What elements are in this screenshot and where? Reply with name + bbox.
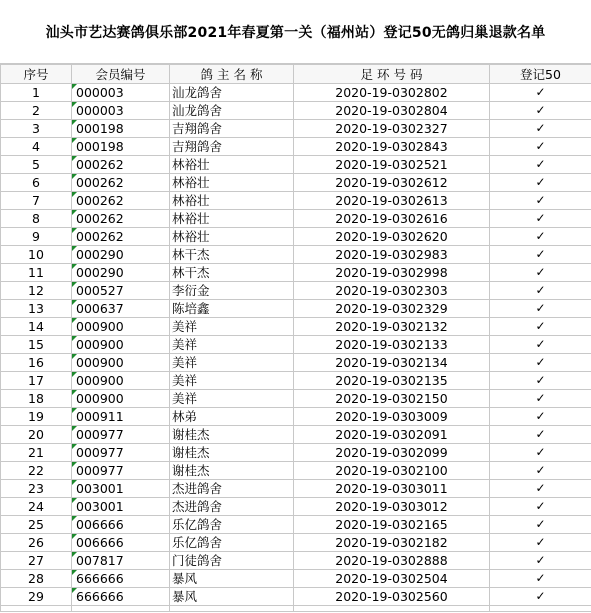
table-row[interactable]	[1, 282, 591, 300]
row-ring-cell[interactable]: 2020-19-0302560	[294, 588, 490, 606]
row-member-id-cell[interactable]: 000977	[72, 444, 170, 462]
row-seq-cell[interactable]: 20	[1, 426, 72, 444]
header-register: 登记50	[490, 65, 591, 84]
row-ring-cell[interactable]: 2020-19-0302099	[294, 444, 490, 462]
row-register-check-cell[interactable]: ✓	[490, 174, 591, 192]
row-ring-cell[interactable]: 2020-19-0302165	[294, 516, 490, 534]
row-ring-cell[interactable]: 2020-19-0302100	[294, 462, 490, 480]
row-seq-cell[interactable]: 19	[1, 408, 72, 426]
row-seq-cell[interactable]: 22	[1, 462, 72, 480]
row-owner-cell[interactable]: 美祥	[170, 390, 294, 408]
row-member-id-cell[interactable]: 000900	[72, 390, 170, 408]
table-row[interactable]	[1, 210, 591, 228]
row-owner-cell[interactable]: 乐亿鸽舍	[170, 516, 294, 534]
row-member-id-cell[interactable]: 000003	[72, 102, 170, 120]
row-member-id-cell[interactable]: 000290	[72, 264, 170, 282]
row-register-check-cell[interactable]: ✓	[490, 318, 591, 336]
row-ring-cell[interactable]: 2020-19-0302132	[294, 318, 490, 336]
table-row[interactable]	[1, 336, 591, 354]
row-owner-cell[interactable]: 林裕壮	[170, 192, 294, 210]
table-row[interactable]	[1, 138, 591, 156]
row-register-check-cell[interactable]: ✓	[490, 336, 591, 354]
row-register-check-cell[interactable]: ✓	[490, 462, 591, 480]
row-owner-cell[interactable]: 林裕壮	[170, 210, 294, 228]
table-row[interactable]	[1, 588, 591, 606]
row-ring-cell[interactable]: 2020-19-0302182	[294, 534, 490, 552]
row-member-id-cell[interactable]: 000900	[72, 354, 170, 372]
row-ring-cell[interactable]: 2020-19-0302133	[294, 336, 490, 354]
row-ring-cell[interactable]: 2020-19-0302843	[294, 138, 490, 156]
row-member-id-cell[interactable]: 003001	[72, 498, 170, 516]
row-register-check-cell[interactable]: ✓	[490, 210, 591, 228]
row-seq-cell[interactable]: 1	[1, 84, 72, 102]
row-register-check-cell[interactable]: ✓	[490, 102, 591, 120]
table-row[interactable]	[1, 408, 591, 426]
row-owner-cell[interactable]: 美祥	[170, 372, 294, 390]
empty-cell	[1, 606, 72, 612]
row-owner-cell[interactable]: 乐亿鸽舍	[170, 534, 294, 552]
row-seq-cell[interactable]: 25	[1, 516, 72, 534]
table-row[interactable]	[1, 84, 591, 102]
row-register-check-cell[interactable]: ✓	[490, 498, 591, 516]
row-ring-cell[interactable]: 2020-19-0302327	[294, 120, 490, 138]
table-row[interactable]	[1, 426, 591, 444]
row-register-check-cell[interactable]: ✓	[490, 408, 591, 426]
row-owner-cell[interactable]: 杰进鸽舍	[170, 498, 294, 516]
row-register-check-cell[interactable]: ✓	[490, 444, 591, 462]
row-member-id-cell[interactable]: 000262	[72, 174, 170, 192]
row-seq-cell[interactable]: 8	[1, 210, 72, 228]
row-register-check-cell[interactable]: ✓	[490, 534, 591, 552]
row-ring-cell[interactable]: 2020-19-0303012	[294, 498, 490, 516]
row-owner-cell[interactable]: 美祥	[170, 336, 294, 354]
row-member-id-cell[interactable]: 000911	[72, 408, 170, 426]
row-ring-cell[interactable]: 2020-19-0302303	[294, 282, 490, 300]
row-member-id-cell[interactable]: 000527	[72, 282, 170, 300]
row-seq-cell[interactable]: 10	[1, 246, 72, 264]
row-owner-cell[interactable]: 美祥	[170, 354, 294, 372]
row-ring-cell[interactable]: 2020-19-0302998	[294, 264, 490, 282]
row-seq-cell[interactable]: 21	[1, 444, 72, 462]
row-member-id-cell[interactable]: 006666	[72, 516, 170, 534]
table-row[interactable]	[1, 120, 591, 138]
table-row[interactable]	[1, 390, 591, 408]
row-owner-cell[interactable]: 吉翔鸽舍	[170, 138, 294, 156]
row-member-id-cell[interactable]: 000900	[72, 372, 170, 390]
row-seq-cell[interactable]: 12	[1, 282, 72, 300]
table-row[interactable]	[1, 516, 591, 534]
row-owner-cell[interactable]: 门徒鸽舍	[170, 552, 294, 570]
row-ring-cell[interactable]: 2020-19-0303009	[294, 408, 490, 426]
table-row[interactable]	[1, 570, 591, 588]
sheet-title: 汕头市艺达赛鸽俱乐部2021年春夏第一关（福州站）登记50无鸽归巢退款名单	[0, 0, 591, 64]
row-seq-cell[interactable]: 18	[1, 390, 72, 408]
row-seq-cell[interactable]: 9	[1, 228, 72, 246]
row-seq-cell[interactable]: 27	[1, 552, 72, 570]
row-seq-cell[interactable]: 6	[1, 174, 72, 192]
row-member-id-cell[interactable]: 000262	[72, 156, 170, 174]
row-member-id-cell[interactable]: 666666	[72, 588, 170, 606]
row-member-id-cell[interactable]: 000977	[72, 462, 170, 480]
table-row[interactable]	[1, 534, 591, 552]
row-owner-cell[interactable]: 谢桂杰	[170, 444, 294, 462]
header-seq: 序号	[1, 65, 72, 84]
row-member-id-cell[interactable]: 000977	[72, 426, 170, 444]
row-owner-cell[interactable]: 林弟	[170, 408, 294, 426]
row-register-check-cell[interactable]: ✓	[490, 390, 591, 408]
row-ring-cell[interactable]: 2020-19-0302612	[294, 174, 490, 192]
row-owner-cell[interactable]: 陈培鑫	[170, 300, 294, 318]
row-member-id-cell[interactable]: 006666	[72, 534, 170, 552]
row-member-id-cell[interactable]: 000198	[72, 138, 170, 156]
row-owner-cell[interactable]: 林裕壮	[170, 174, 294, 192]
row-owner-cell[interactable]: 暴风	[170, 570, 294, 588]
row-member-id-cell[interactable]: 000262	[72, 210, 170, 228]
refund-table	[0, 64, 591, 612]
empty-cell	[490, 606, 591, 612]
row-seq-cell[interactable]: 23	[1, 480, 72, 498]
row-ring-cell[interactable]: 2020-19-0302134	[294, 354, 490, 372]
row-owner-cell[interactable]: 林干杰	[170, 246, 294, 264]
row-member-id-cell[interactable]: 000900	[72, 318, 170, 336]
row-member-id-cell[interactable]: 000262	[72, 228, 170, 246]
row-ring-cell[interactable]: 2020-19-0302888	[294, 552, 490, 570]
row-member-id-cell[interactable]: 007817	[72, 552, 170, 570]
row-owner-cell[interactable]: 谢桂杰	[170, 462, 294, 480]
row-member-id-cell[interactable]: 666666	[72, 570, 170, 588]
table-body	[1, 84, 591, 612]
row-seq-cell[interactable]: 2	[1, 102, 72, 120]
row-register-check-cell[interactable]: ✓	[490, 354, 591, 372]
row-register-check-cell[interactable]: ✓	[490, 516, 591, 534]
row-register-check-cell[interactable]: ✓	[490, 192, 591, 210]
row-seq-cell[interactable]: 15	[1, 336, 72, 354]
header-owner: 鸽 主 名 称	[170, 65, 294, 84]
row-member-id-cell[interactable]: 003001	[72, 480, 170, 498]
row-register-check-cell[interactable]: ✓	[490, 120, 591, 138]
row-register-check-cell[interactable]: ✓	[490, 138, 591, 156]
row-seq-cell[interactable]: 5	[1, 156, 72, 174]
row-seq-cell[interactable]: 4	[1, 138, 72, 156]
header-member-id: 会员编号	[72, 65, 170, 84]
table-row-partial	[1, 606, 591, 612]
row-ring-cell[interactable]: 2020-19-0302616	[294, 210, 490, 228]
row-owner-cell[interactable]: 谢桂杰	[170, 426, 294, 444]
row-seq-cell[interactable]: 14	[1, 318, 72, 336]
row-ring-cell[interactable]: 2020-19-0302802	[294, 84, 490, 102]
row-seq-cell[interactable]: 16	[1, 354, 72, 372]
table-row[interactable]	[1, 498, 591, 516]
row-member-id-cell[interactable]: 000637	[72, 300, 170, 318]
row-owner-cell[interactable]: 林裕壮	[170, 156, 294, 174]
row-register-check-cell[interactable]: ✓	[490, 264, 591, 282]
table-row[interactable]	[1, 444, 591, 462]
row-member-id-cell[interactable]: 000290	[72, 246, 170, 264]
row-ring-cell[interactable]: 2020-19-0302150	[294, 390, 490, 408]
row-member-id-cell[interactable]: 000198	[72, 120, 170, 138]
row-ring-cell[interactable]: 2020-19-0302329	[294, 300, 490, 318]
row-ring-cell[interactable]: 2020-19-0302135	[294, 372, 490, 390]
table-row[interactable]	[1, 372, 591, 390]
table-row[interactable]	[1, 300, 591, 318]
row-member-id-cell[interactable]: 000003	[72, 84, 170, 102]
row-owner-cell[interactable]: 汕龙鸽舍	[170, 84, 294, 102]
row-member-id-cell[interactable]: 000900	[72, 336, 170, 354]
row-register-check-cell[interactable]: ✓	[490, 156, 591, 174]
row-ring-cell[interactable]: 2020-19-0302504	[294, 570, 490, 588]
row-seq-cell[interactable]: 7	[1, 192, 72, 210]
row-register-check-cell[interactable]: ✓	[490, 84, 591, 102]
table-row[interactable]	[1, 228, 591, 246]
empty-cell	[170, 606, 294, 612]
table-row[interactable]	[1, 318, 591, 336]
table-row[interactable]	[1, 552, 591, 570]
row-register-check-cell[interactable]: ✓	[490, 570, 591, 588]
row-owner-cell[interactable]: 美祥	[170, 318, 294, 336]
row-owner-cell[interactable]: 林干杰	[170, 264, 294, 282]
table-row[interactable]	[1, 174, 591, 192]
row-owner-cell[interactable]: 林裕壮	[170, 228, 294, 246]
row-ring-cell[interactable]: 2020-19-0302091	[294, 426, 490, 444]
table-row[interactable]	[1, 462, 591, 480]
row-ring-cell[interactable]: 2020-19-0302613	[294, 192, 490, 210]
row-register-check-cell[interactable]: ✓	[490, 552, 591, 570]
row-ring-cell[interactable]: 2020-19-0302521	[294, 156, 490, 174]
row-owner-cell[interactable]: 汕龙鸽舍	[170, 102, 294, 120]
empty-cell	[294, 606, 490, 612]
row-register-check-cell[interactable]: ✓	[490, 426, 591, 444]
table-row[interactable]	[1, 156, 591, 174]
row-seq-cell[interactable]: 24	[1, 498, 72, 516]
row-owner-cell[interactable]: 杰进鸽舍	[170, 480, 294, 498]
table-row[interactable]	[1, 102, 591, 120]
row-register-check-cell[interactable]: ✓	[490, 228, 591, 246]
table-row[interactable]	[1, 354, 591, 372]
row-register-check-cell[interactable]: ✓	[490, 300, 591, 318]
row-ring-cell[interactable]: 2020-19-0302620	[294, 228, 490, 246]
header-row	[1, 65, 591, 84]
row-seq-cell[interactable]: 26	[1, 534, 72, 552]
row-register-check-cell[interactable]: ✓	[490, 282, 591, 300]
row-ring-cell[interactable]: 2020-19-0302983	[294, 246, 490, 264]
row-member-id-cell[interactable]: 000262	[72, 192, 170, 210]
empty-cell	[72, 606, 170, 612]
table-row[interactable]	[1, 192, 591, 210]
row-register-check-cell[interactable]: ✓	[490, 480, 591, 498]
table-row[interactable]	[1, 480, 591, 498]
row-owner-cell[interactable]: 吉翔鸽舍	[170, 120, 294, 138]
row-seq-cell[interactable]: 29	[1, 588, 72, 606]
row-register-check-cell[interactable]: ✓	[490, 372, 591, 390]
header-ring: 足 环 号 码	[294, 65, 490, 84]
table-row[interactable]	[1, 264, 591, 282]
row-register-check-cell[interactable]: ✓	[490, 246, 591, 264]
row-seq-cell[interactable]: 28	[1, 570, 72, 588]
row-seq-cell[interactable]: 17	[1, 372, 72, 390]
row-seq-cell[interactable]: 11	[1, 264, 72, 282]
row-owner-cell[interactable]: 李衍金	[170, 282, 294, 300]
row-owner-cell[interactable]: 暴风	[170, 588, 294, 606]
row-ring-cell[interactable]: 2020-19-0302804	[294, 102, 490, 120]
row-seq-cell[interactable]: 13	[1, 300, 72, 318]
row-ring-cell[interactable]: 2020-19-0303011	[294, 480, 490, 498]
table-row[interactable]	[1, 246, 591, 264]
row-seq-cell[interactable]: 3	[1, 120, 72, 138]
row-register-check-cell[interactable]: ✓	[490, 588, 591, 606]
